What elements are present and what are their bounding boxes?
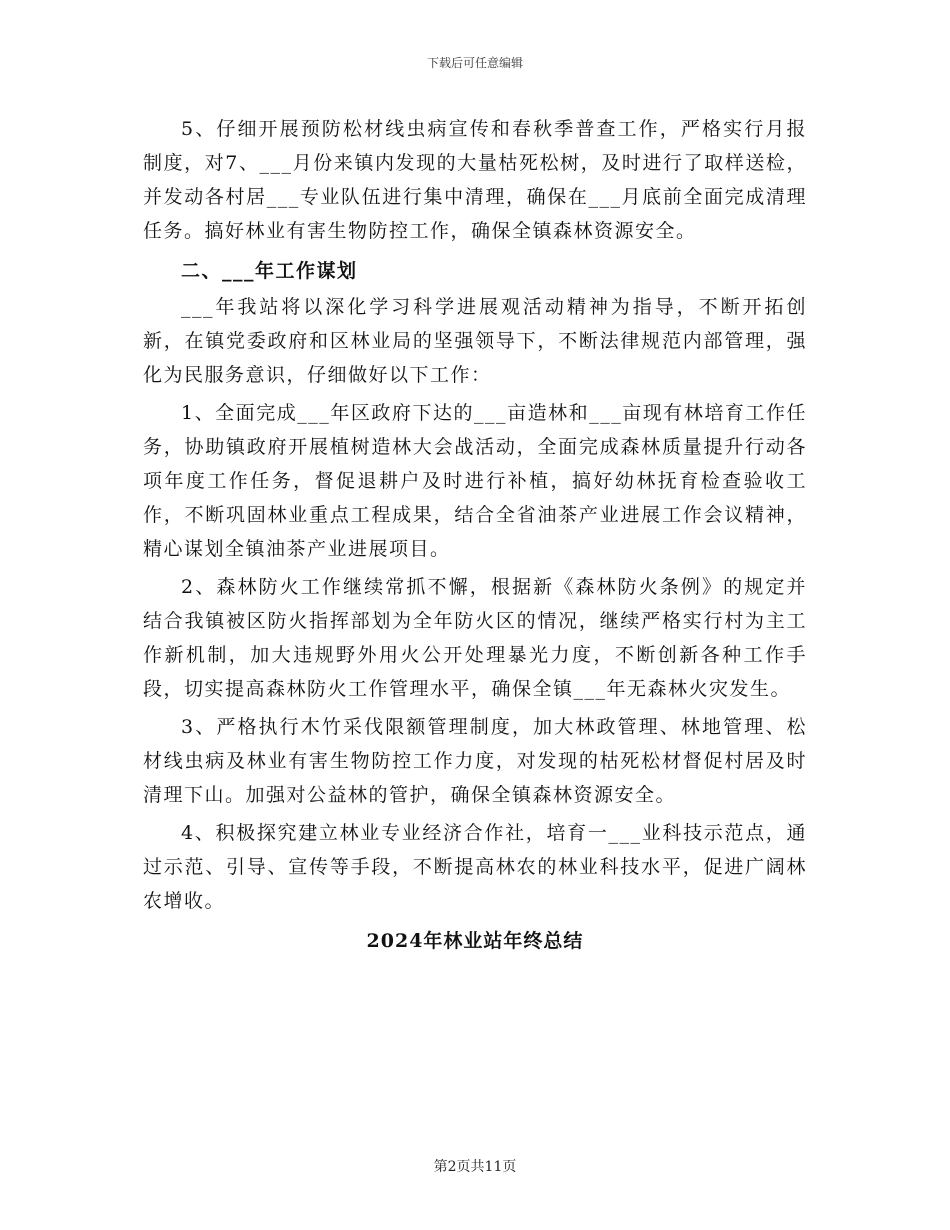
paragraph-item-5: 5、仔细开展预防松材线虫病宣传和春秋季普查工作，严格实行月报制度，对7、___月份来镇内发现的大量枯死松树，及时进行了取样送检，并发动各村居___专业队伍进行集中清理，确保在___月底前全面完成清理任务。搞好林业有害生物防控工作，确保全镇森林资源安全。 [143,118,807,242]
paragraph-item-1: 1、全面完成___年区政府下达的___亩造林和___亩现有林培育工作任务，协助镇政府开展植树造林大会战活动，全面完成森林质量提升行动各项年度工作任务，督促退耕户及时进行补植，搞好幼林抚育检查验收工作，不断巩固林业重点工程成果，结合全省油茶产业进展工作会议精神，精心谋划全镇油茶产业进展项目。 [143,402,807,560]
paragraph-intro: ___年我站将以深化学习科学进展观活动精神为指导，不断开拓创新，在镇党委政府和区林业局的坚强领导下，不断法律规范内部管理，强化为民服务意识，仔细做好以下工作： [143,296,807,386]
paragraph-item-3: 3、严格执行木竹采伐限额管理制度，加大林政管理、林地管理、松材线虫病及林业有害生物防控工作力度，对发现的枯死松材督促村居及时清理下山。加强对公益林的管护，确保全镇森林资源安全。 [143,716,807,806]
section-heading: 二、___年工作谋划 [181,260,358,282]
document-title: 2024年林业站年终总结 [366,930,584,952]
page-footer: 第2页共11页 [433,1159,517,1175]
paragraph-item-2: 2、森林防火工作继续常抓不懈，根据新《森林防火条例》的规定并结合我镇被区防火指挥部划为全年防火区的情况，继续严格实行村为主工作新机制，加大违规野外用火公开处理暴光力度，不断创新各种工作手段，切实提高森林防火工作管理水平，确保全镇___年无森林火灾发生。 [143,576,807,700]
paragraph-item-4: 4、积极探究建立林业专业经济合作社，培育一___业科技示范点，通过示范、引导、宣传等手段，不断提高林农的林业科技水平，促进广阔林农增收。 [143,822,807,912]
page-header: 下载后可任意编辑 [426,56,523,70]
document-body [143,112,807,958]
